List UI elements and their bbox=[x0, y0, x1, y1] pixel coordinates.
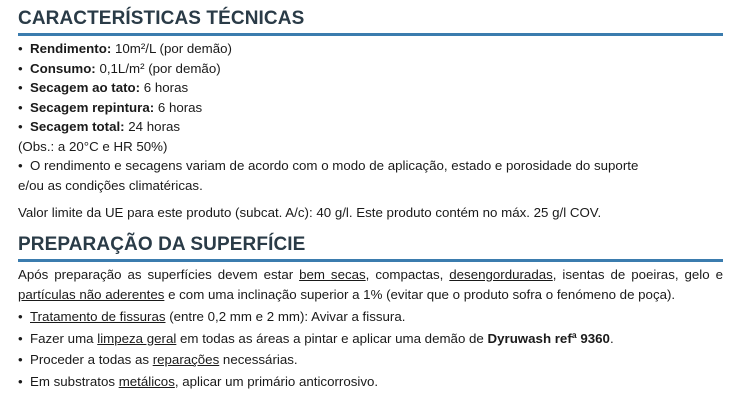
spec-value: 6 horas bbox=[140, 80, 189, 95]
bullet-icon: • bbox=[18, 60, 23, 76]
bullet-icon: • bbox=[18, 99, 23, 115]
surface-preparation-heading: PREPARAÇÃO DA SUPERFÍCIE bbox=[18, 234, 306, 255]
spec-obs: (Obs.: a 20°C e HR 50%) bbox=[18, 138, 168, 154]
prep-bullet-metal: • Em substratos metálicos, aplicar um primário anticorrosivo. bbox=[18, 372, 723, 392]
technical-characteristics-heading: CARACTERÍSTICAS TÉCNICAS bbox=[18, 8, 305, 29]
spec-touch-dry bbox=[18, 78, 723, 98]
variation-note-line2: e/ou as condições climatéricas. bbox=[18, 177, 203, 193]
spec-value: 6 horas bbox=[154, 99, 203, 115]
bullet-icon: • bbox=[18, 330, 23, 346]
bullet-icon: • bbox=[18, 119, 23, 134]
spec-label: Secagem total: bbox=[30, 119, 125, 134]
prep-bullet-cleaning: • Fazer uma limpeza geral em todas as áreas a pintar e aplicar uma demão de Dyruwash refª 9360. bbox=[18, 329, 723, 349]
spec-label: Secagem ao tato: bbox=[30, 80, 141, 95]
spec-consumption bbox=[18, 59, 723, 79]
bullet-icon: • bbox=[18, 352, 23, 367]
spec-label: Secagem repintura: bbox=[30, 99, 155, 115]
technical-characteristics-section bbox=[18, 6, 723, 223]
bullet-icon: • bbox=[18, 158, 23, 173]
bullet-icon: • bbox=[18, 373, 23, 389]
heading-rule bbox=[18, 259, 723, 262]
bullet-icon: • bbox=[18, 309, 23, 324]
spec-yield bbox=[18, 39, 723, 59]
surface-preparation-section bbox=[18, 232, 723, 391]
prep-bullet-cracks: • Tratamento de fissuras (entre 0,2 mm e 2 mm): Avivar a fissura. bbox=[18, 307, 723, 327]
spec-value: 24 horas bbox=[124, 119, 181, 134]
preparation-intro: Após preparação as superfícies devem estar bem secas, compactas, desengorduradas, isentas de poeiras, gelo e partículas não aderentes e com uma inclinação superior a 1% (evitar que o produto sofra o fenómeno de poça). bbox=[18, 267, 723, 302]
spec-total-dry bbox=[18, 117, 723, 137]
voc-limit-text: Valor limite da UE para este produto (subcat. A/c): 40 g/l. Este produto contém no máx. 25 g/l COV. bbox=[18, 205, 602, 220]
heading-rule bbox=[18, 33, 723, 36]
spec-label: Consumo: bbox=[30, 60, 96, 76]
prep-bullet-repairs: • Proceder a todas as reparações necessárias. bbox=[18, 350, 723, 370]
spec-value: 10m²/L (por demão) bbox=[111, 41, 232, 56]
spec-label: Rendimento: bbox=[30, 41, 112, 56]
product-reference: Dyruwash refª 9360 bbox=[487, 330, 610, 346]
spec-recoat bbox=[18, 98, 723, 118]
bullet-icon: • bbox=[18, 80, 23, 95]
bullet-icon: • bbox=[18, 41, 23, 56]
spec-value: 0,1L/m² (por demão) bbox=[95, 60, 221, 76]
variation-note-line1: • O rendimento e secagens variam de acordo com o modo de aplicação, estado e porosidade do suporte bbox=[18, 156, 723, 176]
